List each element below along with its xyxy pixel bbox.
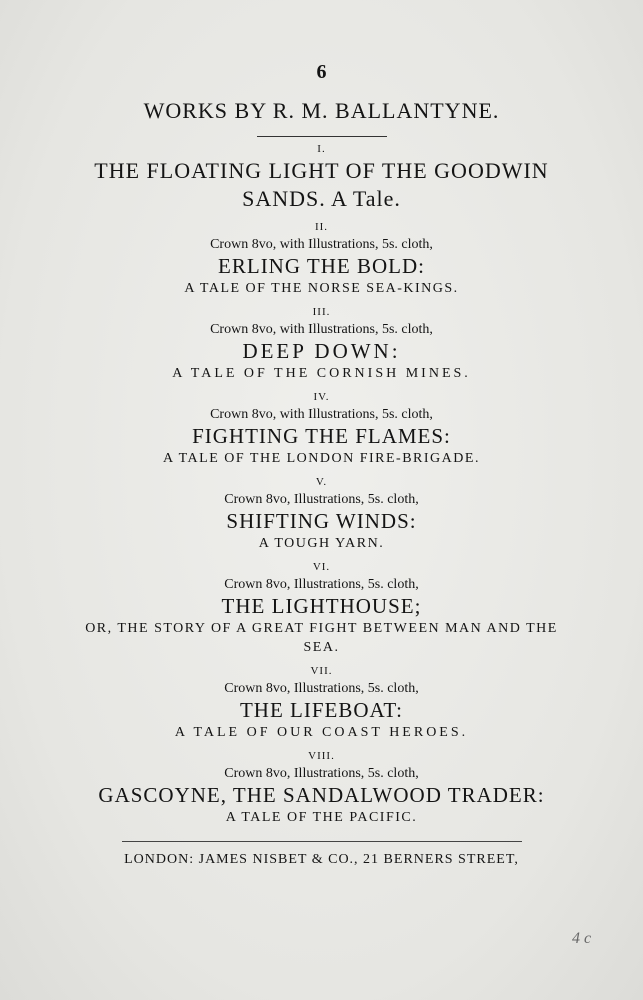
book-entry-4 — [0, 389, 643, 468]
entry-subtitle: A TOUGH YARN. — [258, 536, 385, 551]
entry-title: GASCOYNE, THE SANDALWOOD TRADER: — [98, 783, 545, 807]
entry-numeral: II. — [314, 221, 329, 233]
entry-title: THE LIFEBOAT: — [239, 698, 404, 722]
entry-numeral: I. — [317, 143, 326, 155]
entry-numeral: VI. — [312, 561, 331, 573]
entry-details: Crown 8vo, Illustrations, 5s. cloth, — [224, 577, 419, 592]
entry-subtitle: A TALE OF THE PACIFIC. — [225, 810, 418, 825]
book-entry-3 — [0, 304, 643, 383]
publisher-imprint: LONDON: JAMES NISBET & CO., 21 BERNERS STREET, — [124, 852, 519, 867]
entry-details: Crown 8vo, with Illustrations, 5s. cloth, — [210, 237, 433, 252]
footer-rule — [122, 841, 522, 842]
entry-title: THE FLOATING LIGHT OF THE GOODWIN SANDS. A Tale. — [94, 158, 549, 211]
entry-numeral: III. — [312, 306, 331, 318]
entry-subtitle: A TALE OF THE CORNISH MINES. — [172, 366, 471, 381]
page-heading: WORKS BY R. M. BALLANTYNE. — [143, 98, 500, 123]
book-entry-8 — [0, 748, 643, 827]
entry-details: Crown 8vo, with Illustrations, 5s. cloth, — [210, 322, 433, 337]
book-entry-5 — [0, 474, 643, 553]
entry-numeral: VIII. — [308, 750, 335, 762]
page-number: 6 — [316, 61, 327, 83]
entry-numeral: IV. — [313, 391, 330, 403]
entry-title: DEEP DOWN: — [242, 339, 401, 363]
book-entry-2 — [0, 219, 643, 298]
book-entry-6 — [0, 559, 643, 657]
entry-subtitle: OR, THE STORY OF A GREAT FIGHT BETWEEN MAN AND THE SEA. — [85, 621, 558, 655]
book-entry-7 — [0, 663, 643, 742]
entry-numeral: VII. — [310, 665, 333, 677]
entry-details: Crown 8vo, Illustrations, 5s. cloth, — [224, 766, 419, 781]
entry-subtitle: A TALE OF OUR COAST HEROES. — [174, 725, 469, 740]
entry-title: THE LIGHTHOUSE; — [221, 594, 422, 618]
handwritten-mark: 4 c — [572, 930, 592, 947]
heading-rule — [257, 136, 387, 137]
book-entry-1 — [0, 141, 643, 213]
entry-details: Crown 8vo, Illustrations, 5s. cloth, — [224, 681, 419, 696]
entry-details: Crown 8vo, Illustrations, 5s. cloth, — [224, 492, 419, 507]
entry-details: Crown 8vo, with Illustrations, 5s. cloth, — [210, 407, 433, 422]
entry-subtitle: A TALE OF THE NORSE SEA-KINGS. — [184, 281, 459, 296]
entry-title: ERLING THE BOLD: — [218, 254, 425, 278]
entry-numeral: V. — [315, 476, 328, 488]
entry-title: SHIFTING WINDS: — [226, 509, 417, 533]
entry-title: FIGHTING THE FLAMES: — [192, 424, 451, 448]
page-content — [0, 58, 643, 870]
entry-subtitle: A TALE OF THE LONDON FIRE-BRIGADE. — [163, 451, 480, 466]
